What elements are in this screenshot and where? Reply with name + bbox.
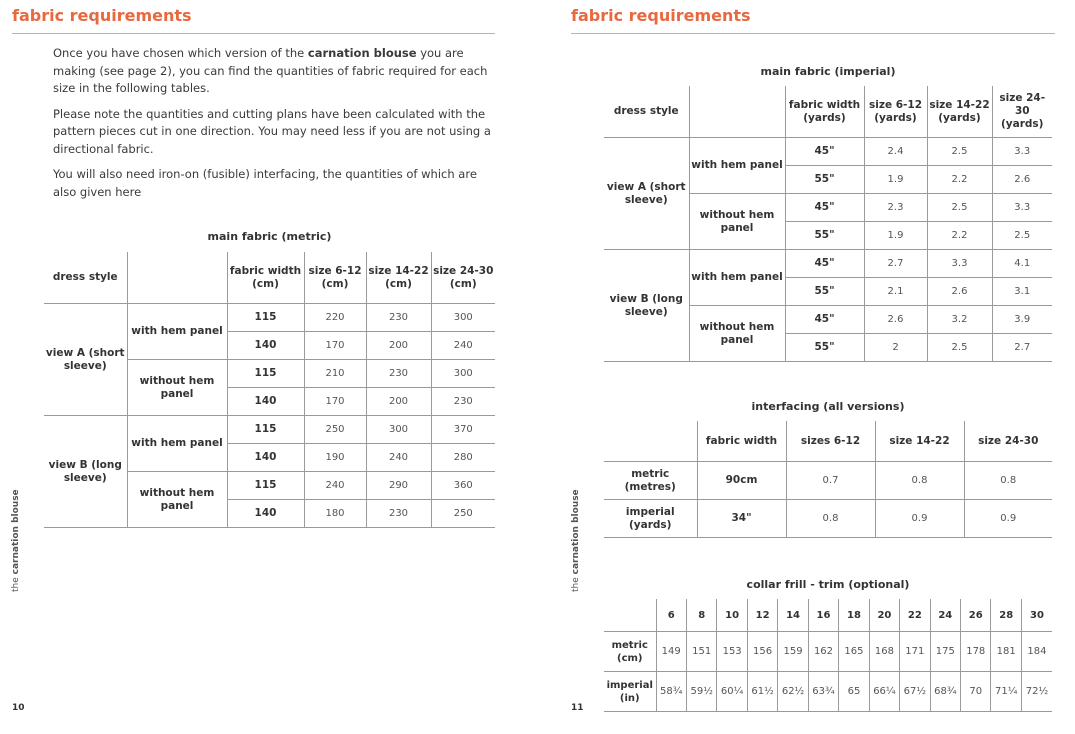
value-cell: 0.7 [786, 462, 875, 500]
page-title: fabric requirements [571, 6, 751, 25]
quantity-cell: 180 [304, 500, 366, 528]
length-cell: 70 [961, 672, 991, 712]
left-page [0, 0, 537, 734]
fabric-width-cell: 45" [785, 306, 864, 334]
value-cell: 34" [697, 500, 786, 538]
quantity-cell: 2.6 [992, 166, 1052, 194]
fabric-width-cell: 115 [227, 472, 304, 500]
hem-panel-label: with hem panel [689, 250, 785, 306]
quantity-cell: 220 [304, 304, 366, 332]
length-cell: 68¾ [930, 672, 960, 712]
fabric-width-cell: 45" [785, 138, 864, 166]
size-header: 22 [900, 599, 930, 632]
length-cell: 178 [961, 632, 991, 672]
header-row [44, 252, 495, 304]
value-cell: 0.8 [875, 462, 964, 500]
length-cell: 175 [930, 632, 960, 672]
intro-paragraph-3: You will also need iron-on (fusible) interfacing, the quantities of which are also given here [53, 167, 477, 199]
size-header: 26 [961, 599, 991, 632]
intro-paragraph-1: Once you have chosen which version of the carnation blouse you are making (see page 2), you can find the quantities of fabric required for each size in the following tables. [53, 46, 488, 95]
page-title: fabric requirements [12, 6, 192, 25]
length-cell: 60¼ [717, 672, 747, 712]
row-label: metric (metres) [604, 462, 697, 500]
quantity-cell: 1.9 [864, 166, 927, 194]
quantity-cell: 170 [304, 332, 366, 360]
column-header: size 6-12 (yards) [864, 86, 927, 138]
value-cell: 0.8 [964, 462, 1052, 500]
fabric-width-cell: 140 [227, 444, 304, 472]
length-cell: 63¾ [808, 672, 838, 712]
spine-label: the carnation blouse [11, 489, 21, 592]
hem-panel-label: without hem panel [689, 306, 785, 362]
column-header [604, 421, 697, 462]
dress-style-label: view A (short sleeve) [44, 304, 127, 416]
column-header: size 24-30 (yards) [992, 86, 1052, 138]
quantity-cell: 2.2 [927, 222, 992, 250]
length-cell: 153 [717, 632, 747, 672]
hem-panel-label: without hem panel [127, 360, 227, 416]
quantity-cell: 3.3 [992, 138, 1052, 166]
length-cell: 184 [1021, 632, 1052, 672]
column-header: sizes 6-12 [786, 421, 875, 462]
intro-text [53, 45, 493, 209]
quantity-cell: 4.1 [992, 250, 1052, 278]
dress-style-label: view A (short sleeve) [604, 138, 689, 250]
size-header: 28 [991, 599, 1021, 632]
table-row [604, 462, 1052, 500]
fabric-width-cell: 45" [785, 250, 864, 278]
fabric-width-cell: 55" [785, 334, 864, 362]
length-cell: 71¼ [991, 672, 1021, 712]
quantity-cell: 2.5 [927, 334, 992, 362]
column-header: size 14-22 (cm) [366, 252, 431, 304]
row-label: imperial (in) [604, 672, 656, 712]
quantity-cell: 240 [366, 444, 431, 472]
fabric-width-cell: 140 [227, 500, 304, 528]
column-header: fabric width (yards) [785, 86, 864, 138]
length-cell: 165 [839, 632, 869, 672]
fabric-width-cell: 45" [785, 194, 864, 222]
fabric-width-cell: 55" [785, 278, 864, 306]
quantity-cell: 210 [304, 360, 366, 388]
page-number: 11 [571, 703, 584, 713]
quantity-cell: 280 [431, 444, 495, 472]
table-row [604, 138, 1052, 166]
metric-fabric-table [44, 252, 495, 528]
size-header: 18 [839, 599, 869, 632]
quantity-cell: 300 [431, 360, 495, 388]
size-header: 14 [778, 599, 808, 632]
quantity-cell: 230 [366, 500, 431, 528]
size-header: 6 [656, 599, 686, 632]
imperial-table-caption: main fabric (imperial) [760, 65, 896, 78]
quantity-cell: 300 [431, 304, 495, 332]
quantity-cell: 2 [864, 334, 927, 362]
collar-table-caption: collar frill - trim (optional) [746, 578, 910, 591]
size-header: 10 [717, 599, 747, 632]
quantity-cell: 1.9 [864, 222, 927, 250]
length-cell: 171 [900, 632, 930, 672]
length-cell: 67½ [900, 672, 930, 712]
quantity-cell: 2.1 [864, 278, 927, 306]
quantity-cell: 250 [431, 500, 495, 528]
dress-style-label: view B (long sleeve) [44, 416, 127, 528]
length-cell: 72½ [1021, 672, 1052, 712]
row-label: metric (cm) [604, 632, 656, 672]
quantity-cell: 3.3 [992, 194, 1052, 222]
fabric-width-cell: 115 [227, 416, 304, 444]
interfacing-table [604, 421, 1052, 538]
collar-frill-table [604, 599, 1052, 712]
length-cell: 156 [747, 632, 777, 672]
column-header: fabric width (cm) [227, 252, 304, 304]
length-cell: 61½ [747, 672, 777, 712]
fabric-width-cell: 55" [785, 166, 864, 194]
length-cell: 159 [778, 632, 808, 672]
dress-style-label: view B (long sleeve) [604, 250, 689, 362]
row-label: imperial (yards) [604, 500, 697, 538]
quantity-cell: 190 [304, 444, 366, 472]
table-row [604, 500, 1052, 538]
intro-paragraph-2: Please note the quantities and cutting plans have been calculated with the pattern pieces cut in one direction. You may need less if you are not using a directional fabric. [53, 106, 491, 156]
header-row [604, 86, 1052, 138]
quantity-cell: 230 [431, 388, 495, 416]
column-header: size 14-22 (yards) [927, 86, 992, 138]
hem-panel-label: with hem panel [127, 304, 227, 360]
quantity-cell: 2.5 [927, 138, 992, 166]
quantity-cell: 200 [366, 332, 431, 360]
right-page [537, 0, 1075, 734]
quantity-cell: 2.6 [927, 278, 992, 306]
corner-cell [604, 599, 656, 632]
column-header: size 14-22 [875, 421, 964, 462]
value-cell: 90cm [697, 462, 786, 500]
fabric-width-cell: 55" [785, 222, 864, 250]
fabric-width-cell: 140 [227, 388, 304, 416]
size-header: 16 [808, 599, 838, 632]
quantity-cell: 2.5 [927, 194, 992, 222]
fabric-width-cell: 140 [227, 332, 304, 360]
length-cell: 66¼ [869, 672, 899, 712]
quantity-cell: 240 [304, 472, 366, 500]
quantity-cell: 3.1 [992, 278, 1052, 306]
header-row [604, 421, 1052, 462]
length-cell: 59½ [686, 672, 716, 712]
imperial-fabric-table [604, 86, 1052, 362]
table-row [44, 304, 495, 332]
size-header: 24 [930, 599, 960, 632]
quantity-cell: 2.2 [927, 166, 992, 194]
interfacing-table-caption: interfacing (all versions) [751, 400, 905, 413]
quantity-cell: 250 [304, 416, 366, 444]
column-header: size 24-30 [964, 421, 1052, 462]
value-cell: 0.9 [964, 500, 1052, 538]
quantity-cell: 2.4 [864, 138, 927, 166]
quantity-cell: 370 [431, 416, 495, 444]
quantity-cell: 3.3 [927, 250, 992, 278]
quantity-cell: 2.3 [864, 194, 927, 222]
spine-label: the carnation blouse [571, 489, 581, 592]
quantity-cell: 170 [304, 388, 366, 416]
hem-panel-label: with hem panel [127, 416, 227, 472]
hem-panel-label: without hem panel [127, 472, 227, 528]
column-header: size 6-12 (cm) [304, 252, 366, 304]
fabric-width-cell: 115 [227, 360, 304, 388]
quantity-cell: 360 [431, 472, 495, 500]
column-header: size 24-30 (cm) [431, 252, 495, 304]
table-row [604, 672, 1052, 712]
size-header: 8 [686, 599, 716, 632]
quantity-cell: 3.2 [927, 306, 992, 334]
length-cell: 168 [869, 632, 899, 672]
column-header [689, 86, 785, 138]
table-row [44, 416, 495, 444]
size-header: 30 [1021, 599, 1052, 632]
quantity-cell: 2.6 [864, 306, 927, 334]
table-row [604, 250, 1052, 278]
quantity-cell: 230 [366, 360, 431, 388]
column-header: dress style [604, 86, 689, 138]
quantity-cell: 2.7 [992, 334, 1052, 362]
quantity-cell: 3.9 [992, 306, 1052, 334]
title-divider [12, 33, 495, 34]
length-cell: 181 [991, 632, 1021, 672]
metric-table-caption: main fabric (metric) [207, 230, 332, 243]
table-row [604, 632, 1052, 672]
column-header: fabric width [697, 421, 786, 462]
column-header [127, 252, 227, 304]
length-cell: 162 [808, 632, 838, 672]
length-cell: 149 [656, 632, 686, 672]
column-header: dress style [44, 252, 127, 304]
quantity-cell: 2.7 [864, 250, 927, 278]
length-cell: 151 [686, 632, 716, 672]
quantity-cell: 290 [366, 472, 431, 500]
quantity-cell: 240 [431, 332, 495, 360]
size-header: 12 [747, 599, 777, 632]
length-cell: 65 [839, 672, 869, 712]
quantity-cell: 200 [366, 388, 431, 416]
quantity-cell: 2.5 [992, 222, 1052, 250]
size-header: 20 [869, 599, 899, 632]
hem-panel-label: without hem panel [689, 194, 785, 250]
length-cell: 58¾ [656, 672, 686, 712]
value-cell: 0.9 [875, 500, 964, 538]
quantity-cell: 300 [366, 416, 431, 444]
quantity-cell: 230 [366, 304, 431, 332]
page-number: 10 [12, 703, 25, 713]
title-divider [571, 33, 1055, 34]
hem-panel-label: with hem panel [689, 138, 785, 194]
header-row [604, 599, 1052, 632]
value-cell: 0.8 [786, 500, 875, 538]
length-cell: 62½ [778, 672, 808, 712]
fabric-width-cell: 115 [227, 304, 304, 332]
